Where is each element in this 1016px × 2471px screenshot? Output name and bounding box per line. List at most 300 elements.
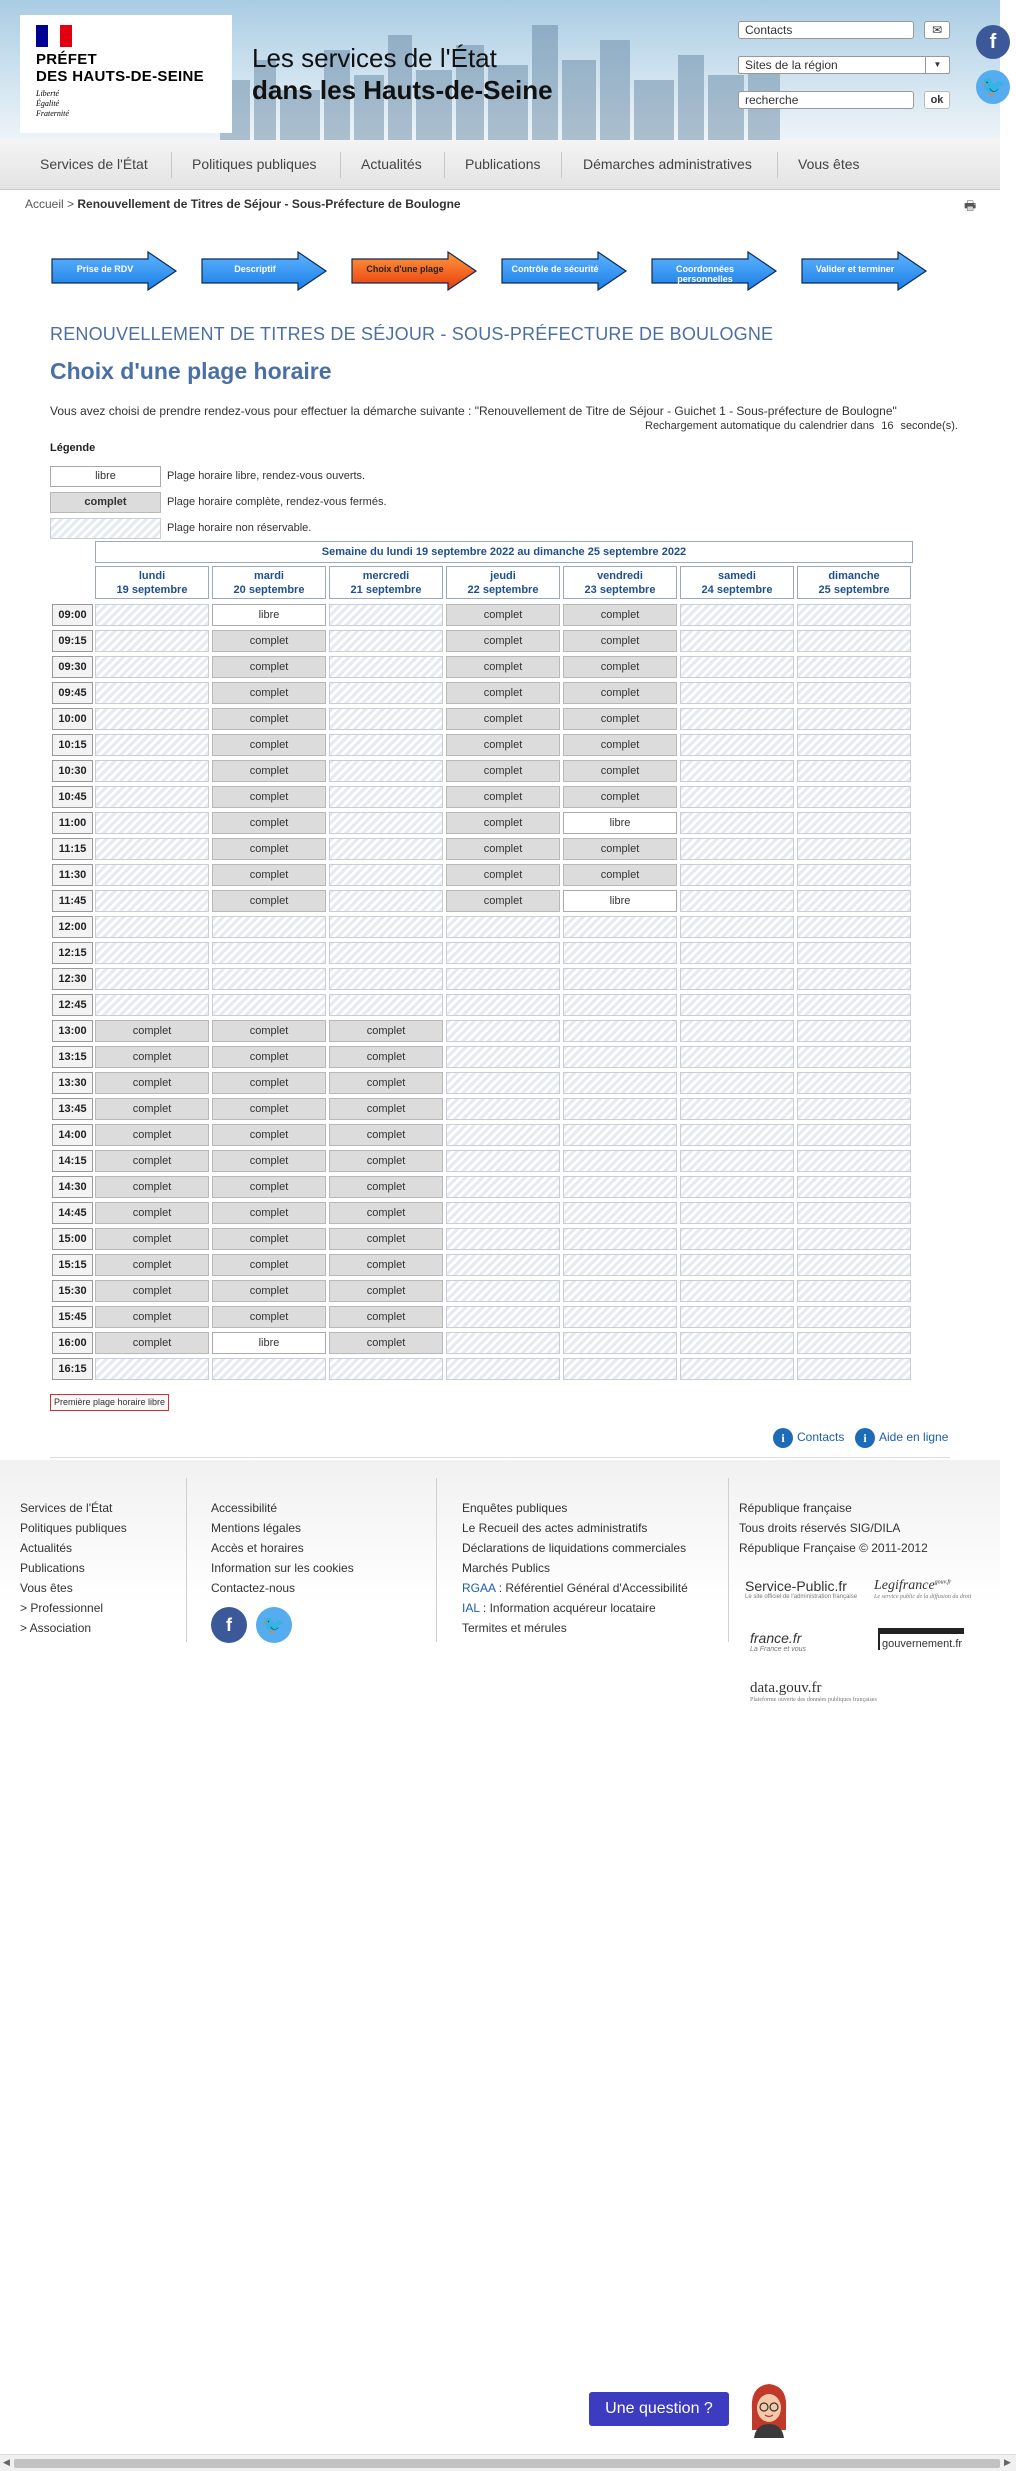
- slot-complet: complet: [95, 1124, 209, 1146]
- logo-title-line-2: DES HAUTS-DE-SEINE: [36, 68, 204, 85]
- footer-link[interactable]: Le Recueil des actes administratifs: [462, 1521, 648, 1535]
- time-label: 11:15: [52, 838, 93, 860]
- data-gouv-logo[interactable]: [750, 1680, 877, 1703]
- slot-unavailable: [680, 1254, 794, 1276]
- slot-unavailable: [797, 1358, 911, 1380]
- slot-unavailable: [680, 916, 794, 938]
- france-fr-logo[interactable]: [750, 1630, 806, 1653]
- slot-complet: complet: [329, 1020, 443, 1042]
- time-label: 11:30: [52, 864, 93, 886]
- slot-unavailable: [446, 1046, 560, 1068]
- divider: [50, 1457, 950, 1458]
- legend-complet-box: complet: [50, 492, 161, 513]
- slot-unavailable: [563, 1228, 677, 1250]
- step-label: Contrôle de sécurité: [511, 264, 599, 274]
- contacts-link[interactable]: [773, 1428, 844, 1448]
- footer-link[interactable]: Déclarations de liquidations commerciales: [462, 1541, 687, 1555]
- slot-unavailable: [563, 968, 677, 990]
- slot-complet: complet: [212, 760, 326, 782]
- time-label: 14:45: [52, 1202, 93, 1224]
- footer-divider: [436, 1478, 437, 1642]
- nav-divider: [340, 152, 341, 178]
- twitter-icon[interactable]: 🐦: [256, 1607, 292, 1643]
- slot-unavailable: [797, 968, 911, 990]
- slot-complet: complet: [95, 1280, 209, 1302]
- slot-unavailable: [329, 604, 443, 626]
- slot-complet: complet: [446, 656, 560, 678]
- slot-complet: complet: [95, 1150, 209, 1172]
- slot-unavailable: [680, 1228, 794, 1250]
- slot-unavailable: [446, 1150, 560, 1172]
- slot-unavailable: [95, 864, 209, 886]
- slot-complet: complet: [329, 1124, 443, 1146]
- slot-complet: complet: [329, 1306, 443, 1328]
- slot-unavailable: [446, 1358, 560, 1380]
- slot-complet: complet: [329, 1202, 443, 1224]
- slot-unavailable: [680, 1098, 794, 1120]
- slot-unavailable: [212, 942, 326, 964]
- slot-unavailable: [446, 1176, 560, 1198]
- legend-na-box: [50, 518, 161, 539]
- footer-link[interactable]: Information sur les cookies: [211, 1561, 354, 1575]
- footer-link-ial[interactable]: [462, 1598, 688, 1618]
- slot-unavailable: [446, 916, 560, 938]
- slot-unavailable: [680, 682, 794, 704]
- slot-unavailable: [329, 968, 443, 990]
- slot-unavailable: [563, 1202, 677, 1224]
- slot-unavailable: [797, 1098, 911, 1120]
- nav-divider: [444, 152, 445, 178]
- footer-link[interactable]: Vous êtes: [20, 1581, 73, 1595]
- breadcrumb-home[interactable]: Accueil: [25, 197, 64, 211]
- slot-unavailable: [563, 1358, 677, 1380]
- service-public-tagline: Le site officiel de l'administration française: [745, 1594, 858, 1600]
- mail-icon[interactable]: ✉: [924, 21, 950, 39]
- slot-unavailable: [797, 1228, 911, 1250]
- rgaa-text: : Référentiel Général d'Accessibilité: [495, 1581, 688, 1595]
- twitter-icon[interactable]: 🐦: [976, 70, 1010, 104]
- slot-unavailable: [329, 630, 443, 652]
- time-label: 12:30: [52, 968, 93, 990]
- ial-acronym: IAL: [462, 1601, 480, 1615]
- time-label: 12:45: [52, 994, 93, 1016]
- slot-unavailable: [680, 1202, 794, 1224]
- slot-complet: complet: [212, 1046, 326, 1068]
- slot-unavailable: [95, 890, 209, 912]
- reload-unit: seconde(s).: [900, 420, 958, 432]
- print-icon[interactable]: 🖶: [964, 198, 977, 213]
- day-header: [797, 566, 911, 599]
- slot-complet: complet: [446, 786, 560, 808]
- day-date: 25 septembre: [818, 584, 890, 596]
- slot-unavailable: [95, 682, 209, 704]
- slot-unavailable: [680, 760, 794, 782]
- slot-unavailable: [95, 708, 209, 730]
- slot-unavailable: [95, 812, 209, 834]
- slot-complet: complet: [446, 838, 560, 860]
- help-link-label: Aide en ligne: [879, 1430, 949, 1445]
- slot-unavailable: [680, 812, 794, 834]
- slot-unavailable: [680, 1358, 794, 1380]
- slot-unavailable: [329, 734, 443, 756]
- day-header: [563, 566, 677, 599]
- slot-unavailable: [446, 1202, 560, 1224]
- search-ok-button[interactable]: ok: [924, 91, 950, 109]
- slot-unavailable: [680, 890, 794, 912]
- slot-unavailable: [329, 916, 443, 938]
- footer-link[interactable]: Marchés Publics: [462, 1561, 551, 1575]
- reload-notice: [645, 420, 958, 432]
- footer-link[interactable]: Publications: [20, 1561, 85, 1575]
- footer-link[interactable]: Contactez-nous: [211, 1581, 296, 1595]
- slot-unavailable: [563, 1332, 677, 1354]
- time-label: 10:45: [52, 786, 93, 808]
- search-input[interactable]: recherche: [738, 91, 914, 109]
- step-arrow: [200, 250, 330, 292]
- day-date: 19 septembre: [116, 584, 188, 596]
- legifrance-tagline: Le service public de la diffusion du droit: [874, 1594, 972, 1600]
- legifrance-suffix: gouv.fr: [934, 1579, 952, 1586]
- chevron-down-icon: ▼: [925, 57, 949, 73]
- service-public-logo[interactable]: [745, 1578, 857, 1600]
- slot-unavailable: [329, 812, 443, 834]
- slot-unavailable: [797, 1306, 911, 1328]
- slot-complet: complet: [446, 864, 560, 886]
- footer-link[interactable]: Termites et mérules: [462, 1621, 567, 1635]
- site-title: [252, 42, 553, 106]
- slot-unavailable: [563, 1280, 677, 1302]
- slot-unavailable: [797, 838, 911, 860]
- slot-unavailable: [329, 864, 443, 886]
- slot-complet: complet: [329, 1176, 443, 1198]
- slot-unavailable: [446, 1072, 560, 1094]
- slot-unavailable: [680, 1306, 794, 1328]
- slot-unavailable: [563, 1306, 677, 1328]
- legend-libre-box: libre: [50, 466, 161, 487]
- slot-unavailable: [680, 838, 794, 860]
- slot-complet: complet: [95, 1202, 209, 1224]
- nav-item-politiques[interactable]: Politiques publiques: [192, 156, 317, 172]
- slot-unavailable: [680, 994, 794, 1016]
- chat-avatar-icon[interactable]: [744, 2380, 794, 2438]
- step-label: Valider et terminer: [815, 264, 895, 274]
- slot-unavailable: [329, 708, 443, 730]
- slot-complet: complet: [212, 682, 326, 704]
- slot-complet: complet: [95, 1306, 209, 1328]
- day-name: vendredi: [597, 570, 643, 582]
- time-label: 13:45: [52, 1098, 93, 1120]
- day-name: jeudi: [490, 570, 516, 582]
- step-arrow: [650, 250, 780, 292]
- slot-unavailable: [680, 1280, 794, 1302]
- legend-libre-text: Plage horaire libre, rendez-vous ouverts.: [167, 470, 366, 482]
- slot-complet: complet: [563, 838, 677, 860]
- gouvernement-logo[interactable]: gouvernement.fr: [878, 1628, 964, 1650]
- footer-link[interactable]: Services de l'État: [20, 1501, 113, 1515]
- time-label: 09:00: [52, 604, 93, 626]
- info-icon: i: [855, 1428, 875, 1448]
- footer-link[interactable]: Accès et horaires: [211, 1541, 304, 1555]
- flag-blue: [36, 25, 48, 47]
- slot-complet: complet: [212, 1306, 326, 1328]
- slot-unavailable: [797, 942, 911, 964]
- slot-complet: complet: [95, 1228, 209, 1250]
- slot-unavailable: [95, 734, 209, 756]
- main-nav: [0, 140, 1000, 190]
- slot-unavailable: [329, 942, 443, 964]
- nav-item-publications[interactable]: Publications: [465, 156, 541, 172]
- time-label: 09:45: [52, 682, 93, 704]
- slot-complet: complet: [95, 1072, 209, 1094]
- slot-complet: complet: [212, 786, 326, 808]
- slot-complet: complet: [329, 1046, 443, 1068]
- slot-unavailable: [797, 1332, 911, 1354]
- slot-complet: complet: [212, 1020, 326, 1042]
- site-header: [0, 0, 1000, 140]
- slot-complet: complet: [95, 1332, 209, 1354]
- slot-unavailable: [680, 968, 794, 990]
- slot-libre[interactable]: libre: [563, 890, 677, 912]
- slot-unavailable: [446, 1020, 560, 1042]
- footer-link[interactable]: Actualités: [20, 1541, 73, 1555]
- slot-unavailable: [797, 994, 911, 1016]
- day-header: [680, 566, 794, 599]
- time-label: 13:30: [52, 1072, 93, 1094]
- rgaa-acronym: RGAA: [462, 1581, 496, 1595]
- slot-complet: complet: [329, 1280, 443, 1302]
- slot-complet: complet: [212, 708, 326, 730]
- footer-text: République française: [739, 1501, 852, 1515]
- day-name: mercredi: [362, 570, 410, 582]
- slot-unavailable: [797, 786, 911, 808]
- slot-unavailable: [563, 1072, 677, 1094]
- slot-libre[interactable]: libre: [563, 812, 677, 834]
- footer-divider: [186, 1478, 187, 1642]
- slot-complet: complet: [446, 630, 560, 652]
- slot-unavailable: [329, 682, 443, 704]
- slot-complet: complet: [563, 786, 677, 808]
- time-label: 15:45: [52, 1306, 93, 1328]
- help-link[interactable]: [855, 1428, 948, 1448]
- slot-unavailable: [95, 916, 209, 938]
- slot-complet: complet: [212, 1228, 326, 1250]
- legifrance-logo[interactable]: [874, 1578, 971, 1600]
- slot-unavailable: [446, 1098, 560, 1120]
- facebook-icon[interactable]: f: [211, 1607, 247, 1643]
- data-gouv-tagline: Plateforme ouverte des données publiques françaises: [750, 1697, 877, 1703]
- time-label: 11:00: [52, 812, 93, 834]
- slot-unavailable: [212, 968, 326, 990]
- first-free-slot-button[interactable]: Première plage horaire libre: [50, 1394, 169, 1411]
- time-label: 12:15: [52, 942, 93, 964]
- page-subtitle: Choix d'une plage horaire: [50, 358, 332, 384]
- day-date: 23 septembre: [584, 584, 656, 596]
- footer-link[interactable]: > Association: [20, 1621, 92, 1635]
- slot-unavailable: [680, 1124, 794, 1146]
- slot-unavailable: [329, 1358, 443, 1380]
- reload-text: Rechargement automatique du calendrier dans: [645, 420, 875, 432]
- slot-unavailable: [563, 1150, 677, 1172]
- footer-link-rgaa[interactable]: [462, 1578, 688, 1598]
- slot-unavailable: [329, 838, 443, 860]
- slot-unavailable: [797, 1150, 911, 1172]
- slot-unavailable: [329, 656, 443, 678]
- region-select[interactable]: [738, 56, 950, 74]
- slot-unavailable: [797, 1176, 911, 1198]
- scroll-left-icon[interactable]: ◀: [3, 2457, 10, 2467]
- step-label: Choix d'une plage: [366, 264, 444, 274]
- slot-unavailable: [797, 1202, 911, 1224]
- nav-item-demarches[interactable]: Démarches administratives: [583, 156, 752, 172]
- slot-unavailable: [212, 994, 326, 1016]
- time-label: 15:15: [52, 1254, 93, 1276]
- intro-text: Vous avez choisi de prendre rendez-vous pour effectuer la démarche suivante : "Renouvellement de Titre de Séjour - Guichet 1 - Sous-préfecture de Boulogne": [50, 404, 897, 418]
- slot-unavailable: [446, 942, 560, 964]
- slot-complet: complet: [95, 1176, 209, 1198]
- horizontal-scrollbar[interactable]: [0, 2454, 1016, 2471]
- slot-unavailable: [95, 786, 209, 808]
- slot-unavailable: [446, 1124, 560, 1146]
- chat-question-button[interactable]: Une question ?: [589, 2392, 729, 2426]
- slot-complet: complet: [212, 1124, 326, 1146]
- slot-unavailable: [446, 1254, 560, 1276]
- step-label: Coordonnées personnelles: [675, 264, 734, 284]
- slot-complet: complet: [212, 838, 326, 860]
- slot-unavailable: [563, 942, 677, 964]
- footer-link[interactable]: Mentions légales: [211, 1521, 302, 1535]
- breadcrumb: [25, 197, 461, 211]
- slot-complet: complet: [329, 1228, 443, 1250]
- slot-unavailable: [680, 1176, 794, 1198]
- slot-complet: complet: [212, 864, 326, 886]
- footer-link[interactable]: Enquêtes publiques: [462, 1501, 568, 1515]
- slot-libre[interactable]: libre: [212, 604, 326, 626]
- day-name: mardi: [254, 570, 284, 582]
- footer-col-1: [20, 1498, 127, 1638]
- slot-unavailable: [797, 656, 911, 678]
- info-icon: i: [773, 1428, 793, 1448]
- contacts-field[interactable]: Contacts: [738, 21, 914, 39]
- slot-unavailable: [797, 1124, 911, 1146]
- slot-unavailable: [680, 786, 794, 808]
- motto-fraternite: Fraternité: [36, 109, 69, 118]
- slot-unavailable: [797, 1046, 911, 1068]
- nav-item-services[interactable]: Services de l'État: [40, 156, 148, 172]
- slot-unavailable: [95, 968, 209, 990]
- slot-unavailable: [797, 812, 911, 834]
- flag-white: [48, 25, 60, 47]
- slot-complet: complet: [563, 734, 677, 756]
- service-public-label: Service-Public.fr: [745, 1578, 847, 1594]
- facebook-icon[interactable]: f: [976, 25, 1010, 59]
- prefet-logo[interactable]: [20, 15, 232, 133]
- slot-unavailable: [95, 838, 209, 860]
- time-label: 15:30: [52, 1280, 93, 1302]
- legifrance-label: Legifrance: [874, 1578, 935, 1593]
- slot-complet: complet: [212, 734, 326, 756]
- slot-complet: complet: [563, 682, 677, 704]
- time-label: 14:00: [52, 1124, 93, 1146]
- slot-unavailable: [446, 1306, 560, 1328]
- footer-col-4: [739, 1498, 928, 1558]
- footer-link[interactable]: Politiques publiques: [20, 1521, 127, 1535]
- slot-complet: complet: [446, 760, 560, 782]
- slot-complet: complet: [446, 708, 560, 730]
- slot-unavailable: [329, 760, 443, 782]
- slot-complet: complet: [329, 1098, 443, 1120]
- slot-complet: complet: [95, 1020, 209, 1042]
- france-fr-label: france.fr: [750, 1630, 802, 1646]
- slot-complet: complet: [563, 760, 677, 782]
- site-title-line-1: Les services de l'État: [252, 43, 497, 73]
- nav-divider: [171, 152, 172, 178]
- slot-complet: complet: [95, 1098, 209, 1120]
- marianne-flag-icon: [36, 25, 72, 47]
- footer-link[interactable]: Accessibilité: [211, 1501, 278, 1515]
- slot-unavailable: [680, 1150, 794, 1172]
- slot-unavailable: [680, 734, 794, 756]
- logo-title-line-1: PRÉFET: [36, 51, 97, 68]
- slot-unavailable: [95, 630, 209, 652]
- footer-col-2: [211, 1498, 354, 1598]
- slot-complet: complet: [212, 1176, 326, 1198]
- footer-link[interactable]: > Professionnel: [20, 1601, 104, 1615]
- step-label: Prise de RDV: [76, 264, 134, 274]
- footer-text: République Française © 2011-2012: [739, 1541, 928, 1555]
- slot-unavailable: [680, 630, 794, 652]
- scrollbar-thumb[interactable]: [14, 2459, 1000, 2468]
- slot-complet: complet: [212, 1072, 326, 1094]
- day-date: 24 septembre: [701, 584, 773, 596]
- slot-unavailable: [563, 1046, 677, 1068]
- day-header: [95, 566, 209, 599]
- slot-unavailable: [563, 916, 677, 938]
- data-gouv-label: data.gouv.fr: [750, 1680, 822, 1696]
- slot-unavailable: [797, 682, 911, 704]
- slot-unavailable: [680, 942, 794, 964]
- slot-unavailable: [680, 1020, 794, 1042]
- time-label: 11:45: [52, 890, 93, 912]
- slot-complet: complet: [95, 1254, 209, 1276]
- slot-unavailable: [212, 916, 326, 938]
- time-label: 12:00: [52, 916, 93, 938]
- slot-unavailable: [563, 1124, 677, 1146]
- nav-item-vous-etes[interactable]: Vous êtes: [798, 156, 860, 172]
- slot-unavailable: [446, 968, 560, 990]
- nav-divider: [561, 152, 562, 178]
- day-name: dimanche: [828, 570, 880, 582]
- slot-unavailable: [797, 1254, 911, 1276]
- day-header: [212, 566, 326, 599]
- slot-libre[interactable]: libre: [212, 1332, 326, 1354]
- slot-unavailable: [797, 1072, 911, 1094]
- slot-unavailable: [329, 994, 443, 1016]
- france-fr-tagline: La France et vous: [750, 1646, 807, 1653]
- slot-unavailable: [446, 1332, 560, 1354]
- slot-complet: complet: [212, 812, 326, 834]
- step-arrow: [800, 250, 930, 292]
- slot-complet: complet: [563, 708, 677, 730]
- time-label: 14:30: [52, 1176, 93, 1198]
- slot-unavailable: [95, 942, 209, 964]
- scroll-right-icon[interactable]: ▶: [1004, 2457, 1011, 2467]
- day-date: 20 septembre: [233, 584, 305, 596]
- slot-unavailable: [797, 630, 911, 652]
- time-label: 13:15: [52, 1046, 93, 1068]
- slot-complet: complet: [212, 1280, 326, 1302]
- nav-item-actualites[interactable]: Actualités: [361, 156, 422, 172]
- footer-divider: [728, 1478, 729, 1642]
